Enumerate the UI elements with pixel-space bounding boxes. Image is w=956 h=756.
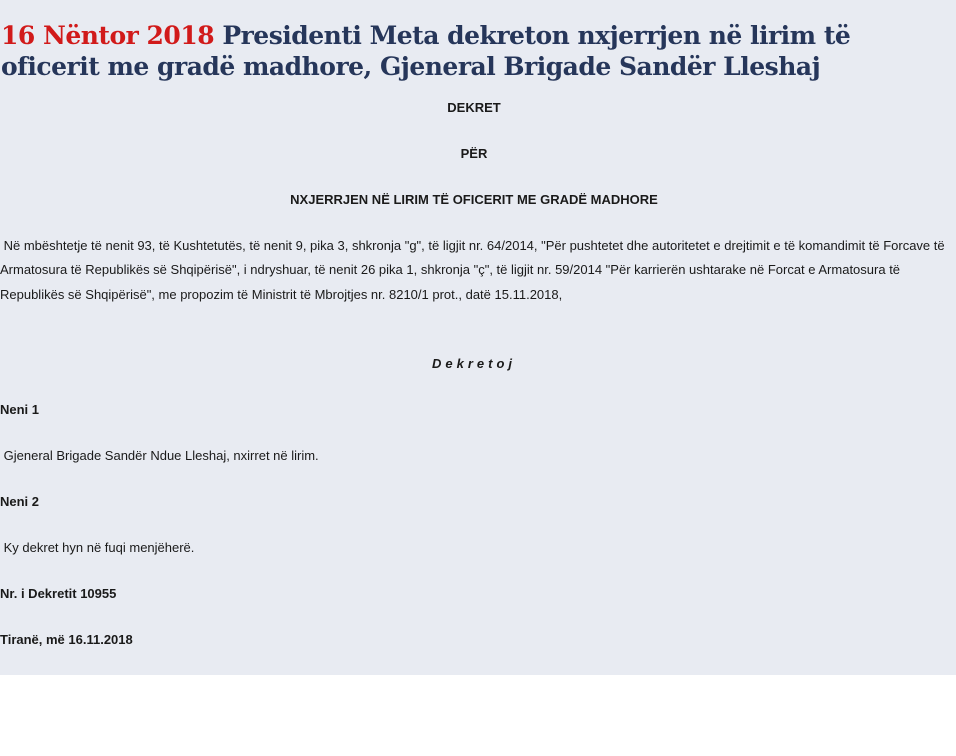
article-1-text: Gjeneral Brigade Sandër Ndue Lleshaj, nxirret në lirim. bbox=[3, 448, 319, 463]
decree-dekretoj: Dekretoj bbox=[431, 356, 517, 371]
decree-subject: NXJERRJEN NË LIRIM TË OFICERIT ME GRADË MADHORE bbox=[290, 192, 658, 207]
decree-heading: DEKRET bbox=[447, 100, 501, 115]
article-date: 16 Nëntor 2018 bbox=[1, 21, 215, 50]
article-headline: Presidenti Meta dekreton nxjerrjen në lirim të oficerit me gradë madhore, Gjeneral Brigade Sandër Lleshaj bbox=[1, 21, 851, 81]
decree-subheading: PËR bbox=[460, 146, 488, 161]
article-title bbox=[1, 20, 941, 82]
article-2-text: Ky dekret hyn në fuqi menjëherë. bbox=[3, 540, 195, 555]
decree-number: Nr. i Dekretit 10955 bbox=[0, 586, 117, 601]
article-1-title: Neni 1 bbox=[0, 402, 40, 417]
decree-preamble: Në mbështetje të nenit 93, të Kushtetutës, të nenit 9, pika 3, shkronja "g", të ligjit nr. 64/2014, "Për pushtetet dhe autoritetet e drejtimit e të komandimit të Forcave të Armatosura të Republikës së Shqipërisë", i ndryshuar, të nenit 26 pika 1, shkronja "ç", të ligjit nr. 59/2014 "Për karrierën ushtarake në Forcat e Armatosura të Republikës së Shqipërisë", me propozim të Ministrit të Mbrojtjes nr. 8210/1 prot., datë 15.11.2018, bbox=[0, 238, 945, 302]
decree-place-date: Tiranë, më 16.11.2018 bbox=[0, 632, 133, 647]
article-2-title: Neni 2 bbox=[0, 494, 40, 509]
